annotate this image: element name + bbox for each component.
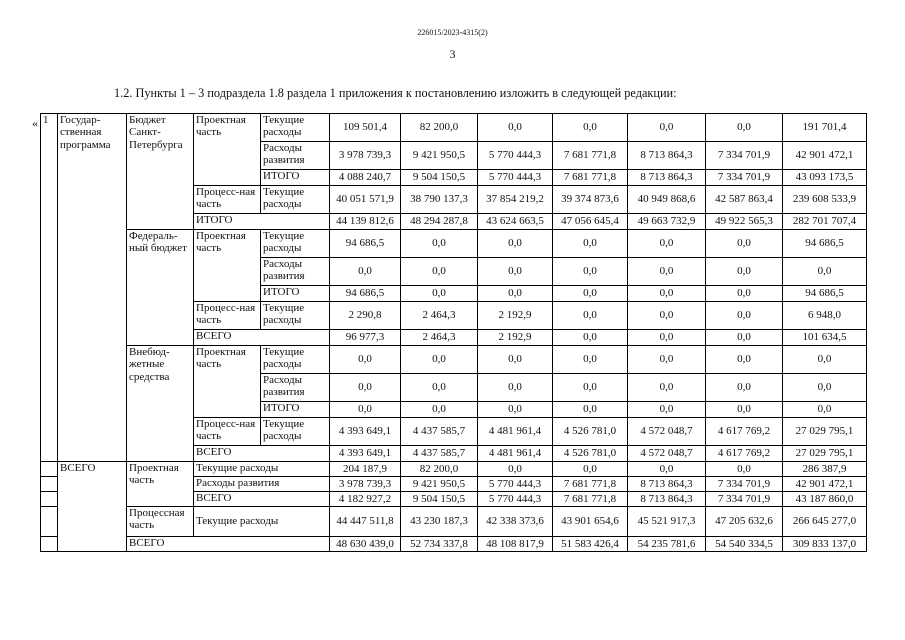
value-cell: 0,0: [478, 462, 553, 477]
expense-label: Текущие расходы: [261, 230, 330, 258]
value-cell: 0,0: [330, 374, 401, 402]
value-cell: 5 770 444,3: [478, 477, 553, 492]
value-cell: 0,0: [478, 374, 553, 402]
value-cell: 0,0: [330, 258, 401, 286]
value-cell: 40 949 868,6: [628, 186, 706, 214]
value-cell: 4 572 048,7: [628, 418, 706, 446]
value-cell: 40 051 571,9: [330, 186, 401, 214]
subtotal-label: ИТОГО: [194, 214, 330, 230]
value-cell: 4 481 961,4: [478, 446, 553, 462]
value-cell: 47 056 645,4: [553, 214, 628, 230]
value-cell: 0,0: [706, 230, 783, 258]
table-row: [41, 537, 867, 552]
expense-label: Текущие расходы: [261, 302, 330, 330]
value-cell: 0,0: [553, 230, 628, 258]
value-cell: 7 334 701,9: [706, 170, 783, 186]
row-number-empty: [41, 477, 58, 492]
source-spb: Бюджет Санкт-Петербурга: [127, 114, 194, 230]
value-cell-total: 42 901 472,1: [783, 477, 867, 492]
value-cell: 4 393 649,1: [330, 446, 401, 462]
value-cell-total: 6 948,0: [783, 302, 867, 330]
value-cell: 0,0: [553, 302, 628, 330]
value-cell: 4 617 769,2: [706, 418, 783, 446]
part-label: Процесс-ная часть: [194, 418, 261, 446]
value-cell: 0,0: [628, 258, 706, 286]
row-number-empty: [41, 507, 58, 537]
value-cell: 5 770 444,3: [478, 142, 553, 170]
total-label: ВСЕГО: [58, 462, 127, 552]
row-number: 1: [41, 114, 58, 462]
value-cell: 0,0: [478, 402, 553, 418]
table-row: [41, 114, 867, 142]
value-cell: 7 334 701,9: [706, 492, 783, 507]
value-cell: 43 901 654,6: [553, 507, 628, 537]
value-cell: 0,0: [401, 346, 478, 374]
value-cell-total: 101 634,5: [783, 330, 867, 346]
part-label: Проектная часть: [127, 462, 194, 507]
value-cell: 0,0: [628, 374, 706, 402]
opening-quote: «: [32, 116, 38, 130]
value-cell: 7 334 701,9: [706, 142, 783, 170]
value-cell: 0,0: [478, 230, 553, 258]
value-cell: 2 290,8: [330, 302, 401, 330]
value-cell: 5 770 444,3: [478, 170, 553, 186]
value-cell: 0,0: [628, 230, 706, 258]
source-federal: Федераль-ный бюджет: [127, 230, 194, 346]
value-cell: 8 713 864,3: [628, 142, 706, 170]
value-cell-total: 282 701 707,4: [783, 214, 867, 230]
value-cell: 44 139 812,6: [330, 214, 401, 230]
value-cell: 7 681 771,8: [553, 477, 628, 492]
value-cell: 0,0: [706, 374, 783, 402]
value-cell: 0,0: [330, 346, 401, 374]
value-cell: 9 421 950,5: [401, 477, 478, 492]
value-cell: 0,0: [401, 230, 478, 258]
budget-table: [40, 113, 867, 552]
part-label: Процесс-ная часть: [194, 302, 261, 330]
value-cell: 204 187,9: [330, 462, 401, 477]
value-cell: 0,0: [330, 402, 401, 418]
value-cell: 48 108 817,9: [478, 537, 553, 552]
value-cell: 7 334 701,9: [706, 477, 783, 492]
value-cell: 9 421 950,5: [401, 142, 478, 170]
part-label: Процессная часть: [127, 507, 194, 537]
value-cell-total: 0,0: [783, 374, 867, 402]
expense-label: Текущие расходы: [261, 346, 330, 374]
value-cell: 3 978 739,3: [330, 142, 401, 170]
value-cell: 0,0: [706, 330, 783, 346]
part-label: Проектная часть: [194, 114, 261, 186]
subtotal-label: ВСЕГО: [194, 330, 330, 346]
value-cell: 82 200,0: [401, 462, 478, 477]
value-cell: 7 681 771,8: [553, 492, 628, 507]
value-cell: 0,0: [706, 286, 783, 302]
value-cell: 94 686,5: [330, 230, 401, 258]
value-cell: 52 734 337,8: [401, 537, 478, 552]
document-id: 226015/2023-4315(2): [417, 28, 488, 37]
expense-label: Расходы развития: [261, 374, 330, 402]
value-cell: 4 088 240,7: [330, 170, 401, 186]
value-cell: 0,0: [706, 346, 783, 374]
expense-label: Расходы развития: [194, 477, 330, 492]
value-cell-total: 27 029 795,1: [783, 446, 867, 462]
value-cell: 0,0: [628, 330, 706, 346]
value-cell: 2 192,9: [478, 302, 553, 330]
value-cell-total: 191 701,4: [783, 114, 867, 142]
value-cell: 8 713 864,3: [628, 170, 706, 186]
value-cell: 48 294 287,8: [401, 214, 478, 230]
value-cell: 39 374 873,6: [553, 186, 628, 214]
value-cell-total: 0,0: [783, 258, 867, 286]
value-cell: 4 437 585,7: [401, 446, 478, 462]
value-cell-total: 27 029 795,1: [783, 418, 867, 446]
value-cell: 37 854 219,2: [478, 186, 553, 214]
value-cell: 96 977,3: [330, 330, 401, 346]
value-cell: 4 437 585,7: [401, 418, 478, 446]
expense-label: ВСЕГО: [194, 492, 330, 507]
value-cell: 8 713 864,3: [628, 492, 706, 507]
page-number: 3: [449, 47, 456, 61]
value-cell: 42 338 373,6: [478, 507, 553, 537]
value-cell: 47 205 632,6: [706, 507, 783, 537]
expense-label: Текущие расходы: [261, 186, 330, 214]
value-cell: 0,0: [401, 402, 478, 418]
value-cell: 94 686,5: [330, 286, 401, 302]
value-cell: 0,0: [706, 114, 783, 142]
value-cell-total: 266 645 277,0: [783, 507, 867, 537]
value-cell: 0,0: [553, 402, 628, 418]
value-cell-total: 239 608 533,9: [783, 186, 867, 214]
value-cell: 0,0: [628, 402, 706, 418]
value-cell-total: 94 686,5: [783, 230, 867, 258]
value-cell: 5 770 444,3: [478, 492, 553, 507]
grand-total-label: ВСЕГО: [127, 537, 330, 552]
value-cell: 54 540 334,5: [706, 537, 783, 552]
table-row: [41, 507, 867, 537]
part-label: Проектная часть: [194, 230, 261, 302]
value-cell: 4 393 649,1: [330, 418, 401, 446]
value-cell: 2 464,3: [401, 302, 478, 330]
value-cell: 0,0: [553, 462, 628, 477]
value-cell: 43 624 663,5: [478, 214, 553, 230]
value-cell-total: 43 093 173,5: [783, 170, 867, 186]
value-cell: 0,0: [553, 374, 628, 402]
value-cell: 3 978 739,3: [330, 477, 401, 492]
value-cell: 0,0: [553, 346, 628, 374]
value-cell: 49 663 732,9: [628, 214, 706, 230]
value-cell: 0,0: [478, 346, 553, 374]
value-cell: 2 464,3: [401, 330, 478, 346]
value-cell: 0,0: [553, 258, 628, 286]
row-number-empty: [41, 462, 58, 477]
value-cell: 4 572 048,7: [628, 446, 706, 462]
expense-label: Текущие расходы: [261, 114, 330, 142]
expense-label: Текущие расходы: [261, 418, 330, 446]
value-cell: 51 583 426,4: [553, 537, 628, 552]
value-cell-total: 309 833 137,0: [783, 537, 867, 552]
value-cell: 4 526 781,0: [553, 418, 628, 446]
value-cell: 9 504 150,5: [401, 170, 478, 186]
expense-label: ИТОГО: [261, 170, 330, 186]
value-cell: 7 681 771,8: [553, 142, 628, 170]
value-cell: 0,0: [628, 114, 706, 142]
value-cell: 4 617 769,2: [706, 446, 783, 462]
value-cell: 2 192,9: [478, 330, 553, 346]
value-cell-total: 43 187 860,0: [783, 492, 867, 507]
value-cell: 0,0: [628, 346, 706, 374]
value-cell-total: 0,0: [783, 402, 867, 418]
value-cell: 54 235 781,6: [628, 537, 706, 552]
expense-label: Текущие расходы: [194, 507, 330, 537]
value-cell: 42 587 863,4: [706, 186, 783, 214]
value-cell: 9 504 150,5: [401, 492, 478, 507]
value-cell: 109 501,4: [330, 114, 401, 142]
subtotal-label: ВСЕГО: [194, 446, 330, 462]
value-cell: 0,0: [478, 258, 553, 286]
part-label: Проектная часть: [194, 346, 261, 418]
value-cell: 8 713 864,3: [628, 477, 706, 492]
expense-label: Расходы развития: [261, 142, 330, 170]
expense-label: ИТОГО: [261, 402, 330, 418]
value-cell: 0,0: [401, 258, 478, 286]
value-cell: 0,0: [553, 330, 628, 346]
value-cell: 4 526 781,0: [553, 446, 628, 462]
intro-paragraph: 1.2. Пункты 1 – 3 подраздела 1.8 раздела 1 приложения к постановлению изложить в следующей редакции:: [114, 86, 677, 100]
row-number-empty: [41, 492, 58, 507]
value-cell: 48 630 439,0: [330, 537, 401, 552]
part-label: Процесс-ная часть: [194, 186, 261, 214]
expense-label: Текущие расходы: [194, 462, 330, 477]
value-cell: 0,0: [553, 114, 628, 142]
table-row: [41, 462, 867, 477]
row-number-empty: [41, 537, 58, 552]
value-cell: 0,0: [628, 462, 706, 477]
table-row: [41, 346, 867, 374]
value-cell-total: 94 686,5: [783, 286, 867, 302]
value-cell: 0,0: [401, 374, 478, 402]
value-cell-total: 0,0: [783, 346, 867, 374]
value-cell: 0,0: [628, 302, 706, 330]
value-cell-total: 42 901 472,1: [783, 142, 867, 170]
value-cell: 0,0: [706, 302, 783, 330]
value-cell: 0,0: [706, 402, 783, 418]
source-extra: Внебюд-жетные средства: [127, 346, 194, 462]
value-cell: 82 200,0: [401, 114, 478, 142]
value-cell: 45 521 917,3: [628, 507, 706, 537]
value-cell: 0,0: [478, 114, 553, 142]
value-cell: 4 182 927,2: [330, 492, 401, 507]
value-cell: 0,0: [706, 462, 783, 477]
value-cell: 0,0: [553, 286, 628, 302]
value-cell: 44 447 511,8: [330, 507, 401, 537]
value-cell: 7 681 771,8: [553, 170, 628, 186]
value-cell: 0,0: [628, 286, 706, 302]
value-cell-total: 286 387,9: [783, 462, 867, 477]
program-label: Государ-ственная программа: [58, 114, 127, 462]
value-cell: 43 230 187,3: [401, 507, 478, 537]
value-cell: 0,0: [401, 286, 478, 302]
value-cell: 38 790 137,3: [401, 186, 478, 214]
value-cell: 0,0: [478, 286, 553, 302]
table-row: [41, 230, 867, 258]
value-cell: 4 481 961,4: [478, 418, 553, 446]
value-cell: 49 922 565,3: [706, 214, 783, 230]
expense-label: Расходы развития: [261, 258, 330, 286]
expense-label: ИТОГО: [261, 286, 330, 302]
value-cell: 0,0: [706, 258, 783, 286]
